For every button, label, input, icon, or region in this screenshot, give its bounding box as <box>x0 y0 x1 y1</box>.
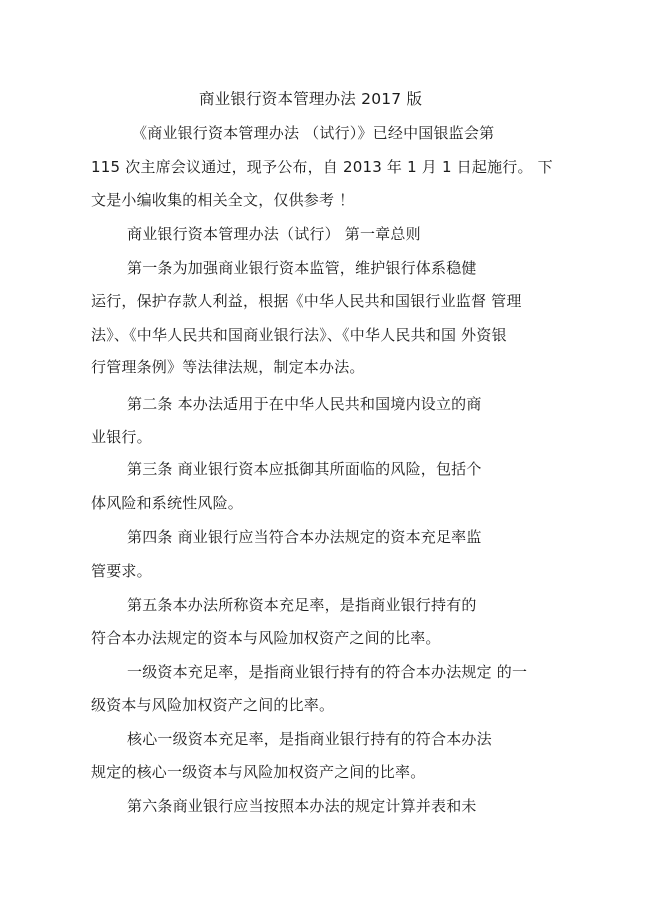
text-line: 行管理条例》等法律法规，制定本办法。 <box>91 358 365 376</box>
text-line: 业银行。 <box>91 428 152 446</box>
text-line: 法》、《中华人民共和国商业银行法》、《中华人民共和国 外资银 <box>91 326 507 344</box>
text-line: 第五条本办法所称资本充足率，是指商业银行持有的 <box>127 596 477 614</box>
text-line: 符合本办法规定的资本与风险加权资产之间的比率。 <box>91 629 441 647</box>
text-line: 文是小编收集的相关全文，仅供参考 ！ <box>91 191 355 209</box>
text-line: 《商业银行资本管理办法 （试行）》已经中国银监会第 <box>132 124 495 142</box>
text-line: 商业银行资本管理办法（试行） 第一章总则 <box>127 225 421 243</box>
text-line: 第四条 商业银行应当符合本办法规定的资本充足率监 <box>127 528 482 546</box>
document-title: 商业银行资本管理办法 2017 版 <box>199 90 423 108</box>
text-line: 115 次主席会议通过，现予公布，自 2013 年 1 月 1 日起施行。 下 <box>91 158 553 176</box>
text-line: 第六条商业银行应当按照本办法的规定计算并表和未 <box>127 797 477 815</box>
text-line: 运行，保护存款人利益，根据《中华人民共和国银行业监督 管理 <box>91 292 522 310</box>
text-line: 第一条为加强商业银行资本监管，维护银行体系稳健 <box>127 259 477 277</box>
text-line: 规定的核心一级资本与风险加权资产之间的比率。 <box>91 763 426 781</box>
text-line: 级资本与风险加权资产之间的比率。 <box>91 696 335 714</box>
text-line: 一级资本充足率，是指商业银行持有的符合本办法规定 的一 <box>127 663 528 681</box>
text-line: 第二条 本办法适用于在中华人民共和国境内设立的商 <box>127 395 482 413</box>
text-line: 核心一级资本充足率，是指商业银行持有的符合本办法 <box>127 730 492 748</box>
text-line: 第三条 商业银行资本应抵御其所面临的风险，包括个 <box>127 460 482 478</box>
text-line: 体风险和系统性风险。 <box>91 494 244 512</box>
text-line: 管要求。 <box>91 562 152 580</box>
